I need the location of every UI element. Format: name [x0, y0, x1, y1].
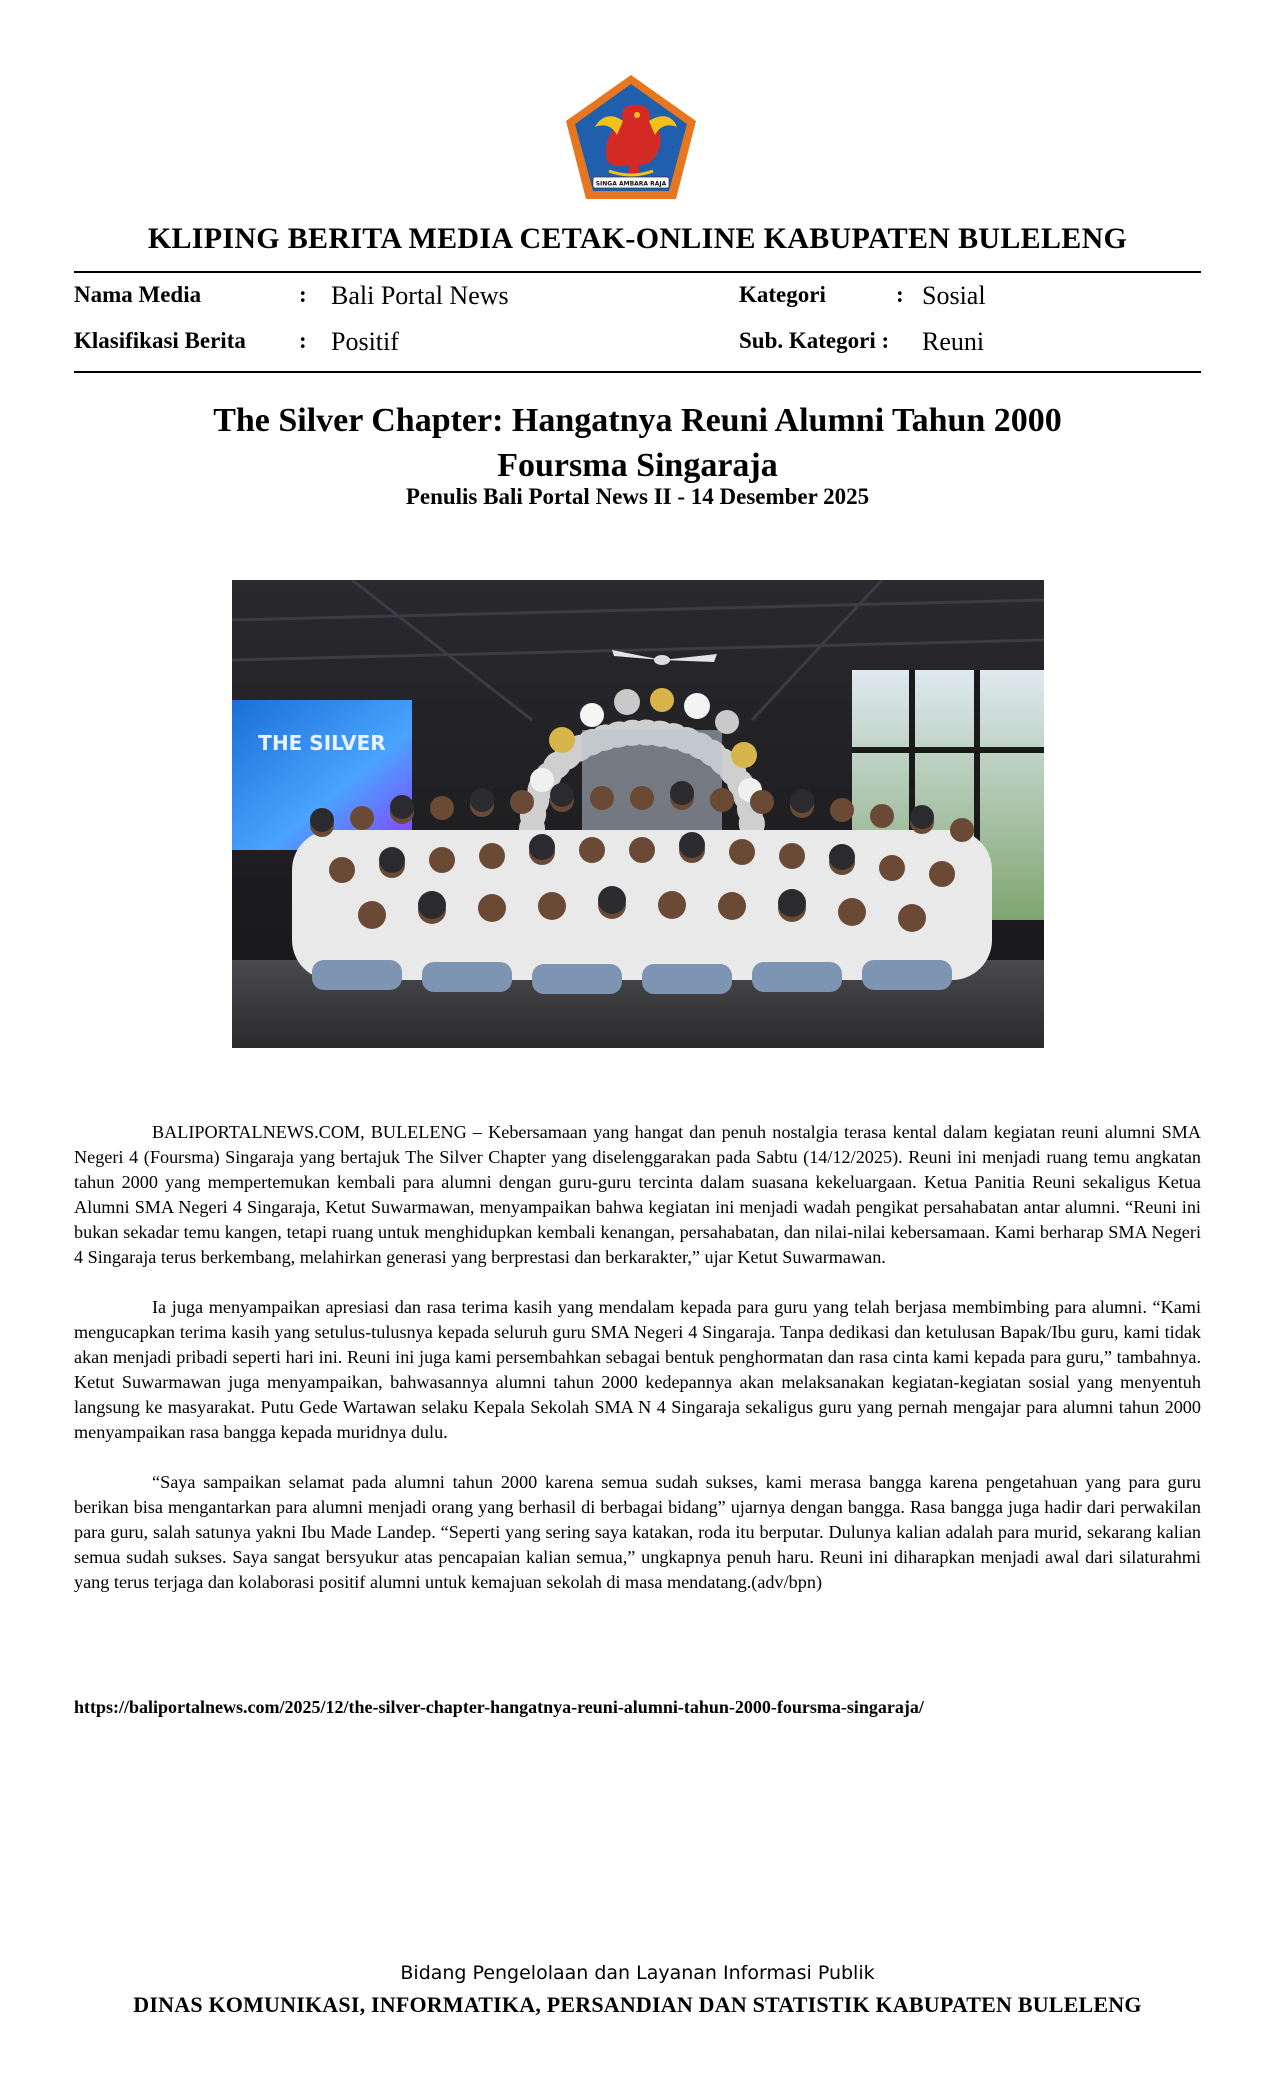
classification-separator: :	[299, 328, 307, 353]
article-paragraph-2: Ia juga menyampaikan apresiasi dan rasa terima kasih yang mendalam kepada para guru yang telah berjasa membimbing para alumni. “Kami mengucapkan terima kasih yang setulus-tulusnya kepada seluruh guru SMA Negeri 4 Singaraja. Tanpa dedikasi dan ketulusan Bapak/Ibu guru, kami tidak akan menjadi pribadi seperti hari ini. Reuni ini juga kami persembahkan sebagai bentuk penghormatan dan rasa cinta kami kepada para guru,” tambahnya. Ketut Suwarmawan juga menyampaikan, bahwasannya alumni tahun 2000 kedepannya akan melaksanakan kegiatan-kegiatan sosial yang menyentuh langsung ke masyarakat. Putu Gede Wartawan selaku Kepala Sekolah SMA N 4 Singaraja sekaligus guru yang pernah mengajar para alumni tahun 2000 menyampaikan rasa bangga kepada muridnya dulu.	[74, 1297, 1201, 1442]
article-photo	[232, 580, 1044, 1048]
photo-screen-text: THE SILVER	[258, 731, 386, 755]
footer-unit-name: Bidang Pengelolaan dan Layanan Informasi Publik	[400, 1962, 875, 1984]
article-body	[74, 1120, 1201, 1620]
reunion-group-photo	[232, 580, 1044, 1048]
article-paragraph-1: BALIPORTALNEWS.COM, BULELENG – Kebersamaan yang hangat dan penuh nostalgia terasa kental dalam kegiatan reuni alumni SMA Negeri 4 (Foursma) Singaraja yang bertajuk The Silver Chapter yang diselenggarakan pada Sabtu (14/12/2025). Reuni ini menjadi ruang temu angkatan tahun 2000 yang mempertemukan kembali para alumni dengan guru-guru tercinta dalam suasana kekeluargaan. Ketua Panitia Reuni sekaligus Ketua Alumni SMA Negeri 4 Singaraja, Ketut Suwarmawan, menyampaikan bahwa kegiatan ini menjadi wadah pengikat persahabatan antar alumni. “Reuni ini bukan sekadar temu kangen, tetapi ruang untuk menghidupkan kembali kenangan, persahabatan, dan nilai-nilai kebersamaan. Kami berharap SMA Negeri 4 Singaraja terus berkembang, melahirkan generasi yang berprestasi dan berkarakter,” ujar Ketut Suwarmawan.	[74, 1122, 1201, 1267]
article-headline	[0, 398, 1275, 488]
subcategory-value: Reuni	[922, 327, 985, 356]
buleleng-emblem-logo	[563, 73, 699, 201]
article-byline: Penulis Bali Portal News II - 14 Desember 2025	[405, 484, 870, 509]
category-value: Sosial	[922, 281, 986, 310]
emblem-icon	[563, 73, 699, 201]
footer-office-name: DINAS KOMUNIKASI, INFORMATIKA, PERSANDIAN DAN STATISTIK KABUPATEN BULELENG	[133, 1992, 1142, 2017]
source-url-link[interactable]: https://baliportalnews.com/2025/12/the-silver-chapter-hangatnya-reuni-alumni-tahun-2000-foursma-singaraja/	[74, 1697, 924, 1717]
article-paragraph-3: “Saya sampaikan selamat pada alumni tahun 2000 karena semua sudah sukses, kami merasa bangga karena pengetahuan yang para guru berikan bisa mengantarkan para alumni menjadi orang yang berhasil di berbagai bidang” ujarnya dengan bangga. Rasa bangga juga hadir dari perwakilan para guru, salah satunya yakni Ibu Made Landep. “Seperti yang sering saya katakan, roda itu berputar. Dulunya kalian adalah para murid, sekarang kalian semua sudah sukses. Saya sangat bersyukur atas pencapaian kalian semua,” ungkapnya penuh haru. Reuni ini diharapkan menjadi awal dari silaturahmi yang terus terjaga dan kolaborasi positif alumni untuk kemajuan sekolah di masa mendatang.(adv/bpn)	[74, 1472, 1201, 1592]
classification-label: Klasifikasi Berita	[74, 328, 246, 353]
media-value: Bali Portal News	[331, 281, 509, 310]
category-separator: :	[896, 282, 904, 307]
media-separator: :	[299, 282, 307, 307]
emblem-motto: SINGA AMBARA RAJA	[595, 180, 667, 188]
headline-line-1: The Silver Chapter: Hangatnya Reuni Alumni Tahun 2000	[213, 402, 1062, 439]
media-label: Nama Media	[74, 282, 202, 307]
top-divider	[74, 271, 1201, 273]
classification-value: Positif	[331, 327, 399, 356]
clipping-title: KLIPING BERITA MEDIA CETAK-ONLINE KABUPATEN BULELENG	[147, 222, 1128, 255]
category-label: Kategori	[739, 282, 826, 307]
headline-line-2: Foursma Singaraja	[497, 447, 778, 484]
subcategory-label: Sub. Kategori :	[739, 328, 890, 353]
bottom-divider	[74, 371, 1201, 373]
